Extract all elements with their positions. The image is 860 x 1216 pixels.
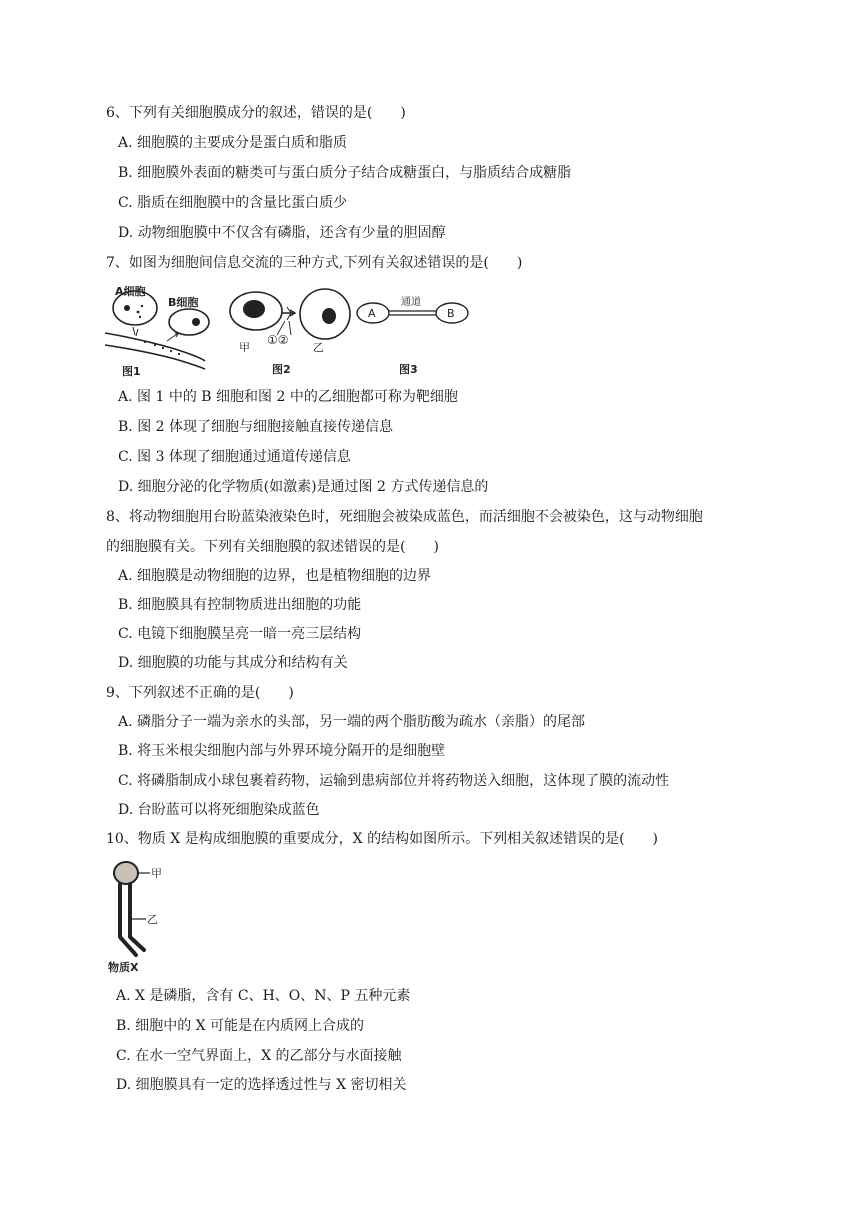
q9-option-d: D. 台盼蓝可以将死细胞染成蓝色	[118, 802, 320, 818]
q7-fig1-label-b: B细胞	[168, 296, 199, 309]
q6-option-c: C. 脂质在细胞膜中的含量比蛋白质少	[118, 195, 348, 211]
q7-option-a: A. 图 1 中的 B 细胞和图 2 中的乙细胞都可称为靶细胞	[118, 389, 458, 405]
q7-figure	[105, 285, 510, 380]
q7-fig3-label-a: A	[368, 307, 376, 320]
q7-fig3-caption: 图3	[399, 363, 418, 376]
q10-stem: 10、物质 X 是构成细胞膜的重要成分，X 的结构如图所示。下列相关叙述错误的是( )	[106, 831, 659, 847]
q7-option-d: D. 细胞分泌的化学物质(如激素)是通过图 2 方式传递信息的	[118, 479, 489, 495]
q7-fig3-label-b: B	[447, 307, 455, 320]
q7-fig2-label-nums: ①②	[267, 333, 289, 347]
q7-option-c: C. 图 3 体现了细胞通过通道传递信息	[118, 449, 351, 465]
q7-option-b: B. 图 2 体现了细胞与细胞接触直接传递信息	[118, 419, 393, 435]
q10-label-jia: 甲	[151, 867, 162, 880]
q9-option-a: A. 磷脂分子一端为亲水的头部，另一端的两个脂肪酸为疏水（亲脂）的尾部	[118, 714, 586, 730]
q7-fig2	[230, 289, 350, 376]
q7-fig3	[357, 295, 468, 376]
q10-option-c: C. 在水一空气界面上，X 的乙部分与水面接触	[116, 1048, 402, 1064]
q10-option-a: A. X 是磷脂，含有 C、H、O、N、P 五种元素	[116, 988, 411, 1004]
q6-stem: 6、下列有关细胞膜成分的叙述，错误的是( )	[106, 105, 406, 121]
q8-option-d: D. 细胞膜的功能与其成分和结构有关	[118, 655, 348, 671]
q8-stem-line2: 的细胞膜有关。下列有关细胞膜的叙述错误的是( )	[106, 539, 439, 555]
q8-option-b: B. 细胞膜具有控制物质进出细胞的功能	[118, 597, 362, 613]
q7-fig3-label-channel: 通道	[401, 297, 421, 308]
q7-stem: 7、如图为细胞间信息交流的三种方式,下列有关叙述错误的是( )	[106, 255, 523, 271]
q9-stem: 9、下列叙述不正确的是( )	[106, 685, 294, 701]
q7-fig1	[105, 285, 209, 378]
q10-option-d: D. 细胞膜具有一定的选择透过性与 X 密切相关	[116, 1077, 407, 1093]
q8-stem-line1: 8、将动物细胞用台盼蓝染液染色时，死细胞会被染成蓝色，而活细胞不会被染色，这与动物细胞	[106, 509, 703, 525]
q7-fig2-label-jia: 甲	[239, 341, 250, 354]
q10-label-yi: 乙	[147, 913, 158, 926]
q7-fig2-label-yi: 乙	[313, 341, 324, 354]
q8-option-a: A. 细胞膜是动物细胞的边界，也是植物细胞的边界	[118, 568, 432, 584]
q10-figure-phospholipid	[106, 857, 186, 975]
q7-fig1-caption: 图1	[122, 365, 141, 378]
q6-option-b: B. 细胞膜外表面的糖类可与蛋白质分子结合成糖蛋白，与脂质结合成糖脂	[118, 165, 572, 181]
q10-option-b: B. 细胞中的 X 可能是在内质网上合成的	[116, 1018, 365, 1034]
q8-option-c: C. 电镜下细胞膜呈亮一暗一亮三层结构	[118, 626, 362, 642]
q7-fig2-caption: 图2	[272, 363, 291, 376]
q9-option-b: B. 将玉米根尖细胞内部与外界环境分隔开的是细胞壁	[118, 743, 446, 759]
q6-option-d: D. 动物细胞膜中不仅含有磷脂，还含有少量的胆固醇	[118, 225, 446, 241]
q10-figure-caption: 物质X	[108, 961, 139, 974]
q7-fig1-label-a: A细胞	[115, 285, 146, 298]
q6-option-a: A. 细胞膜的主要成分是蛋白质和脂质	[118, 135, 348, 151]
q9-option-c: C. 将磷脂制成小球包裹着药物，运输到患病部位并将药物送入细胞，这体现了膜的流动性	[118, 773, 670, 789]
